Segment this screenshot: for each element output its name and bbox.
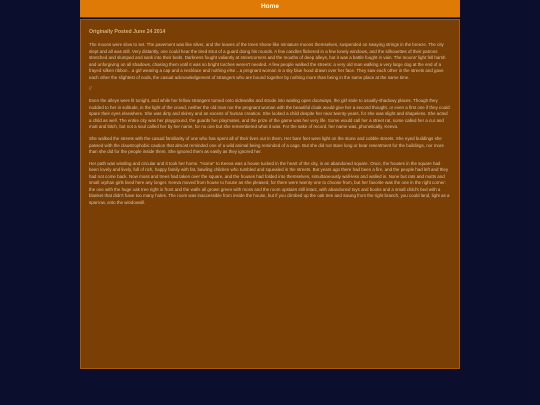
section-separator: // [89, 86, 92, 93]
post-paragraph: The moons were slow to set. The pavement was like silver, and the leaves of the trees shone like miniature moons themselves, suspended on swaying strings in the breeze. The city slept and all was still. Very distantly, one could hear the tired strut of a guard doing his rounds. A few candles flickered in a few lonely windows, and the silhouettes of their patrons stretched and slumped and sank into their beds. Darkness fought valiantly at streetcorners and the mouths of deep alleys, but it was a battle fought in vain. The moons' light fell harsh and unforgiving on all shadows, chasing them until it was so bright torches weren't needed. A few people walked the streets: a very old man walking a very large dog at the end of a frayed silken ribbon…a girl wearing a cap and a necklace and nothing else…a pregnant woman in a sky blue hood drawn over her face. They saw each other in the streets and gave each other the slightest of nods, the casual acknowledgement of strangers who are bound together by nothing more than being in the same place at the same time. [89, 42, 446, 80]
post-paragraph: Her path was winding and circular and it took her home. "Home" to Keeva was a house tucked in the heart of the city, in an abandoned square. Once, the houses in the square had been lovely and lively, full of rich, happy family with fat, bawling children who tumbled and squealed in the streets. But years ago there had been a fire, and the people had left and they had not come back. Now moss and trees had taken over the square, and the houses had folded into themselves, simultaneously wall-less and walled in. None but rats and mutts and small orphan girls lived here any longer. Keeva moved from house to house as she pleased, for there were twenty-one to choose from, but her favorite was the one in the right corner: the one with the huge oak tree right in front and the walls all grown green with moss and the room upstairs still intact, with abandoned toys and books and a small child's bed with a blanket that didn't have too many holes. The room was inaccessible from inside the house, but if you climbed up the oak tree and swung from the right branch, you could land, light as a sparrow, onto the windowsill. [89, 160, 450, 205]
post-paragraph: She walked the streets with the casual familiarity of one who has spent all of their lives out in them. Her bare feet were light on the stone and cobble streets. She eyed buildings she passed with the claustrophobic caution that almost reminded one of a wild animal being reminded of a cage. But she did not stare long or bear resentment for the buildings, nor more than she did for the people inside them. She ignored them as easily as they ignored her. [89, 136, 444, 155]
post-date: Originally Posted June 24 2014 [89, 29, 166, 35]
post-content [80, 19, 460, 369]
top-nav-bar [80, 0, 460, 18]
home-link[interactable]: Home [260, 3, 280, 10]
post-paragraph: Even the alleys were lit tonight, and while her fellow strangers turned onto sidewalks and strode into waiting open doorways, the girl stole to usually-shadowy places. Though they nodded to her in solitude, in the light of the crowd, neither the old man nor the pregnant woman with the beautiful cloak would give her a second thought, or even a first one if they could spare their eyes elsewhere. She was dirty and skinny and an excess of human creation. She looked a child despite her near twenty-years, for she was slight and shapeless. She acted a child as well. The entire city was her playground, the guards her playmates, and the prize of the game was her very life. Some would call her a street rat, some called her a cur and mutt and bitch, but not a soul called her by her name, for no one but she remembered what it was. For the sake of record, her name was, phonetically, Keeva. [89, 98, 450, 130]
